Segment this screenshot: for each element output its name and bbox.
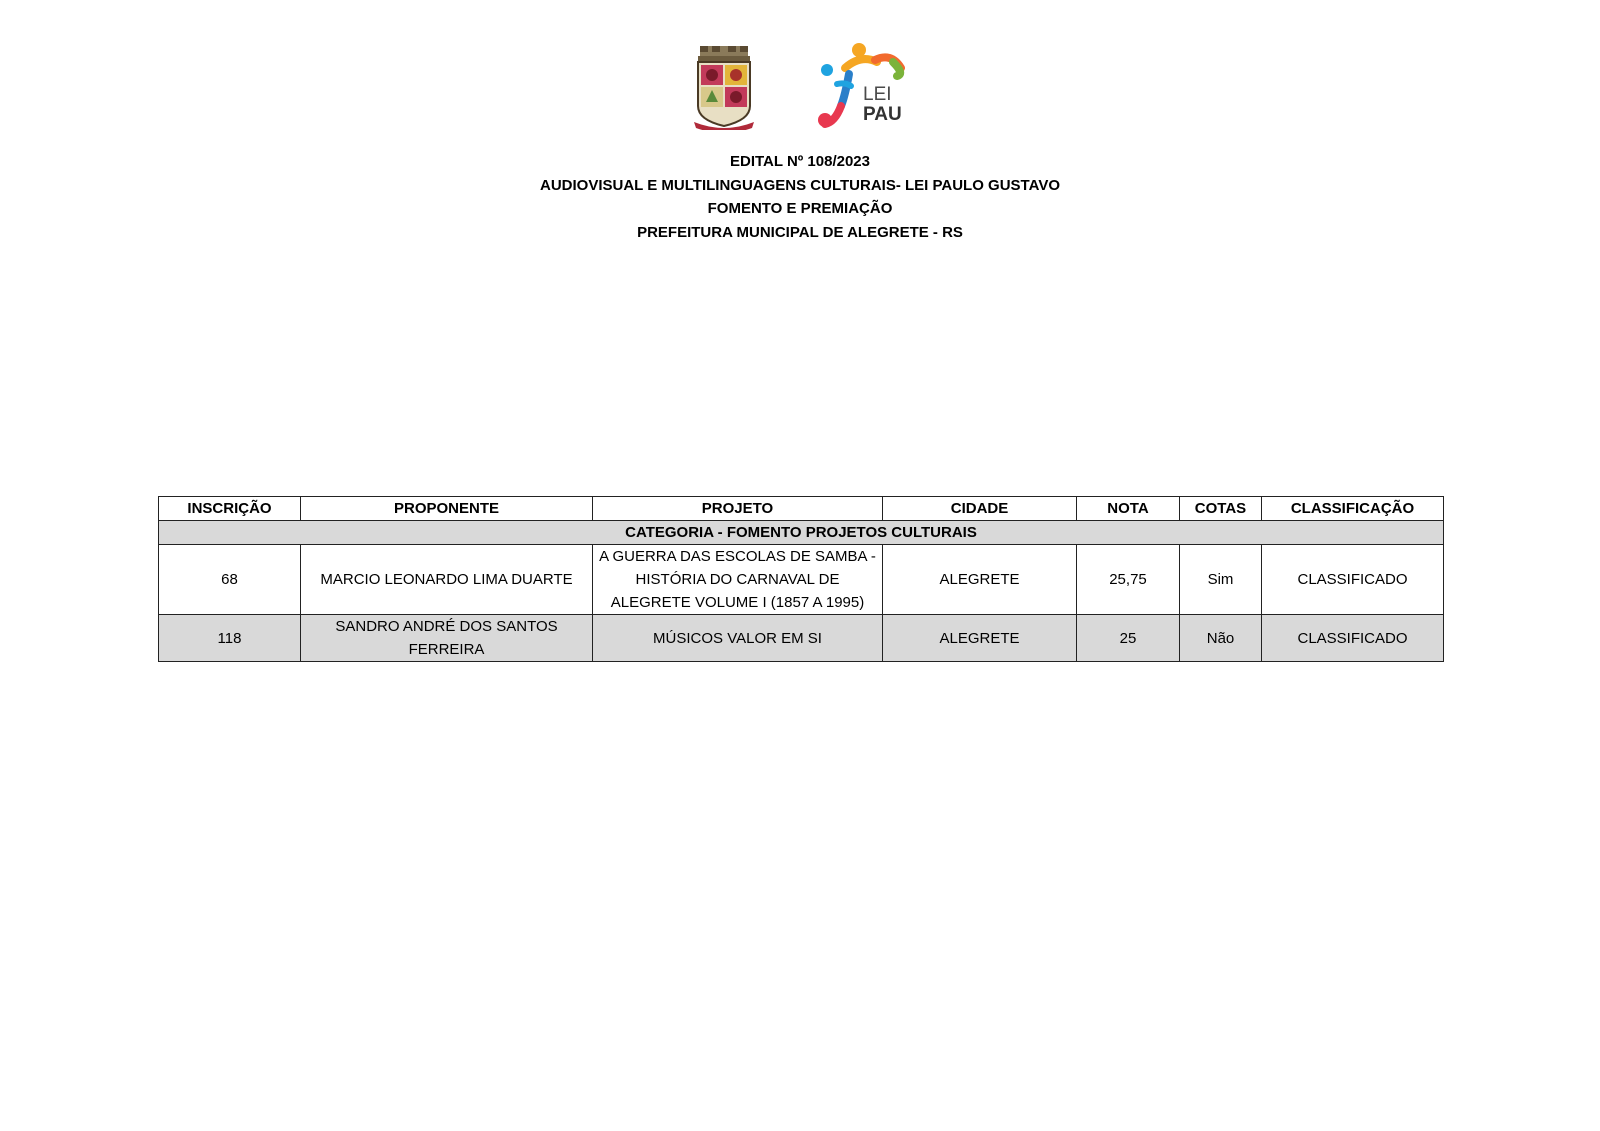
column-header-proponente: PROPONENTE (301, 497, 593, 521)
category-label: CATEGORIA - FOMENTO PROJETOS CULTURAIS (159, 521, 1444, 545)
results-table (158, 496, 1444, 662)
logo-text-lei: LEI (863, 84, 892, 105)
edital-number: EDITAL Nº 108/2023 (730, 153, 870, 170)
cell-proponente: SANDRO ANDRÉ DOS SANTOS FERREIRA (301, 615, 593, 662)
logo-area (0, 40, 1600, 136)
cell-cidade: ALEGRETE (883, 615, 1077, 662)
cell-projeto: A GUERRA DAS ESCOLAS DE SAMBA - HISTÓRIA DO CARNAVAL DE ALEGRETE VOLUME I (1857 A 1995) (593, 545, 883, 615)
cell-projeto: MÚSICOS VALOR EM SI (593, 615, 883, 662)
cell-inscricao: 118 (159, 615, 301, 662)
table-row (159, 615, 1444, 662)
cell-cidade: ALEGRETE (883, 545, 1077, 615)
column-header-cotas: COTAS (1180, 497, 1262, 521)
cell-proponente: MARCIO LEONARDO LIMA DUARTE (301, 545, 593, 615)
cell-nota: 25 (1077, 615, 1180, 662)
column-header-inscricao: INSCRIÇÃO (159, 497, 301, 521)
document-header (0, 150, 1600, 244)
column-header-nota: NOTA (1077, 497, 1180, 521)
logo-text-pau: PAU (863, 104, 902, 125)
table-header-row (159, 497, 1444, 521)
coat-of-arms-icon (692, 44, 756, 130)
cell-nota: 25,75 (1077, 545, 1180, 615)
cell-cotas: Não (1180, 615, 1262, 662)
edital-subtitle: FOMENTO E PREMIAÇÃO (707, 200, 893, 217)
cell-cotas: Sim (1180, 545, 1262, 615)
cell-classificacao: CLASSIFICADO (1262, 615, 1444, 662)
column-header-classificacao: CLASSIFICAÇÃO (1262, 497, 1444, 521)
edital-title: AUDIOVISUAL E MULTILINGUAGENS CULTURAIS- LEI PAULO GUSTAVO (540, 176, 1060, 194)
table-row (159, 545, 1444, 615)
column-header-projeto: PROJETO (593, 497, 883, 521)
cell-classificacao: CLASSIFICADO (1262, 545, 1444, 615)
issuer: PREFEITURA MUNICIPAL DE ALEGRETE - RS (637, 223, 963, 241)
cell-inscricao: 68 (159, 545, 301, 615)
lei-paulo-gustavo-logo (815, 40, 925, 130)
column-header-cidade: CIDADE (883, 497, 1077, 521)
category-row (159, 521, 1444, 545)
